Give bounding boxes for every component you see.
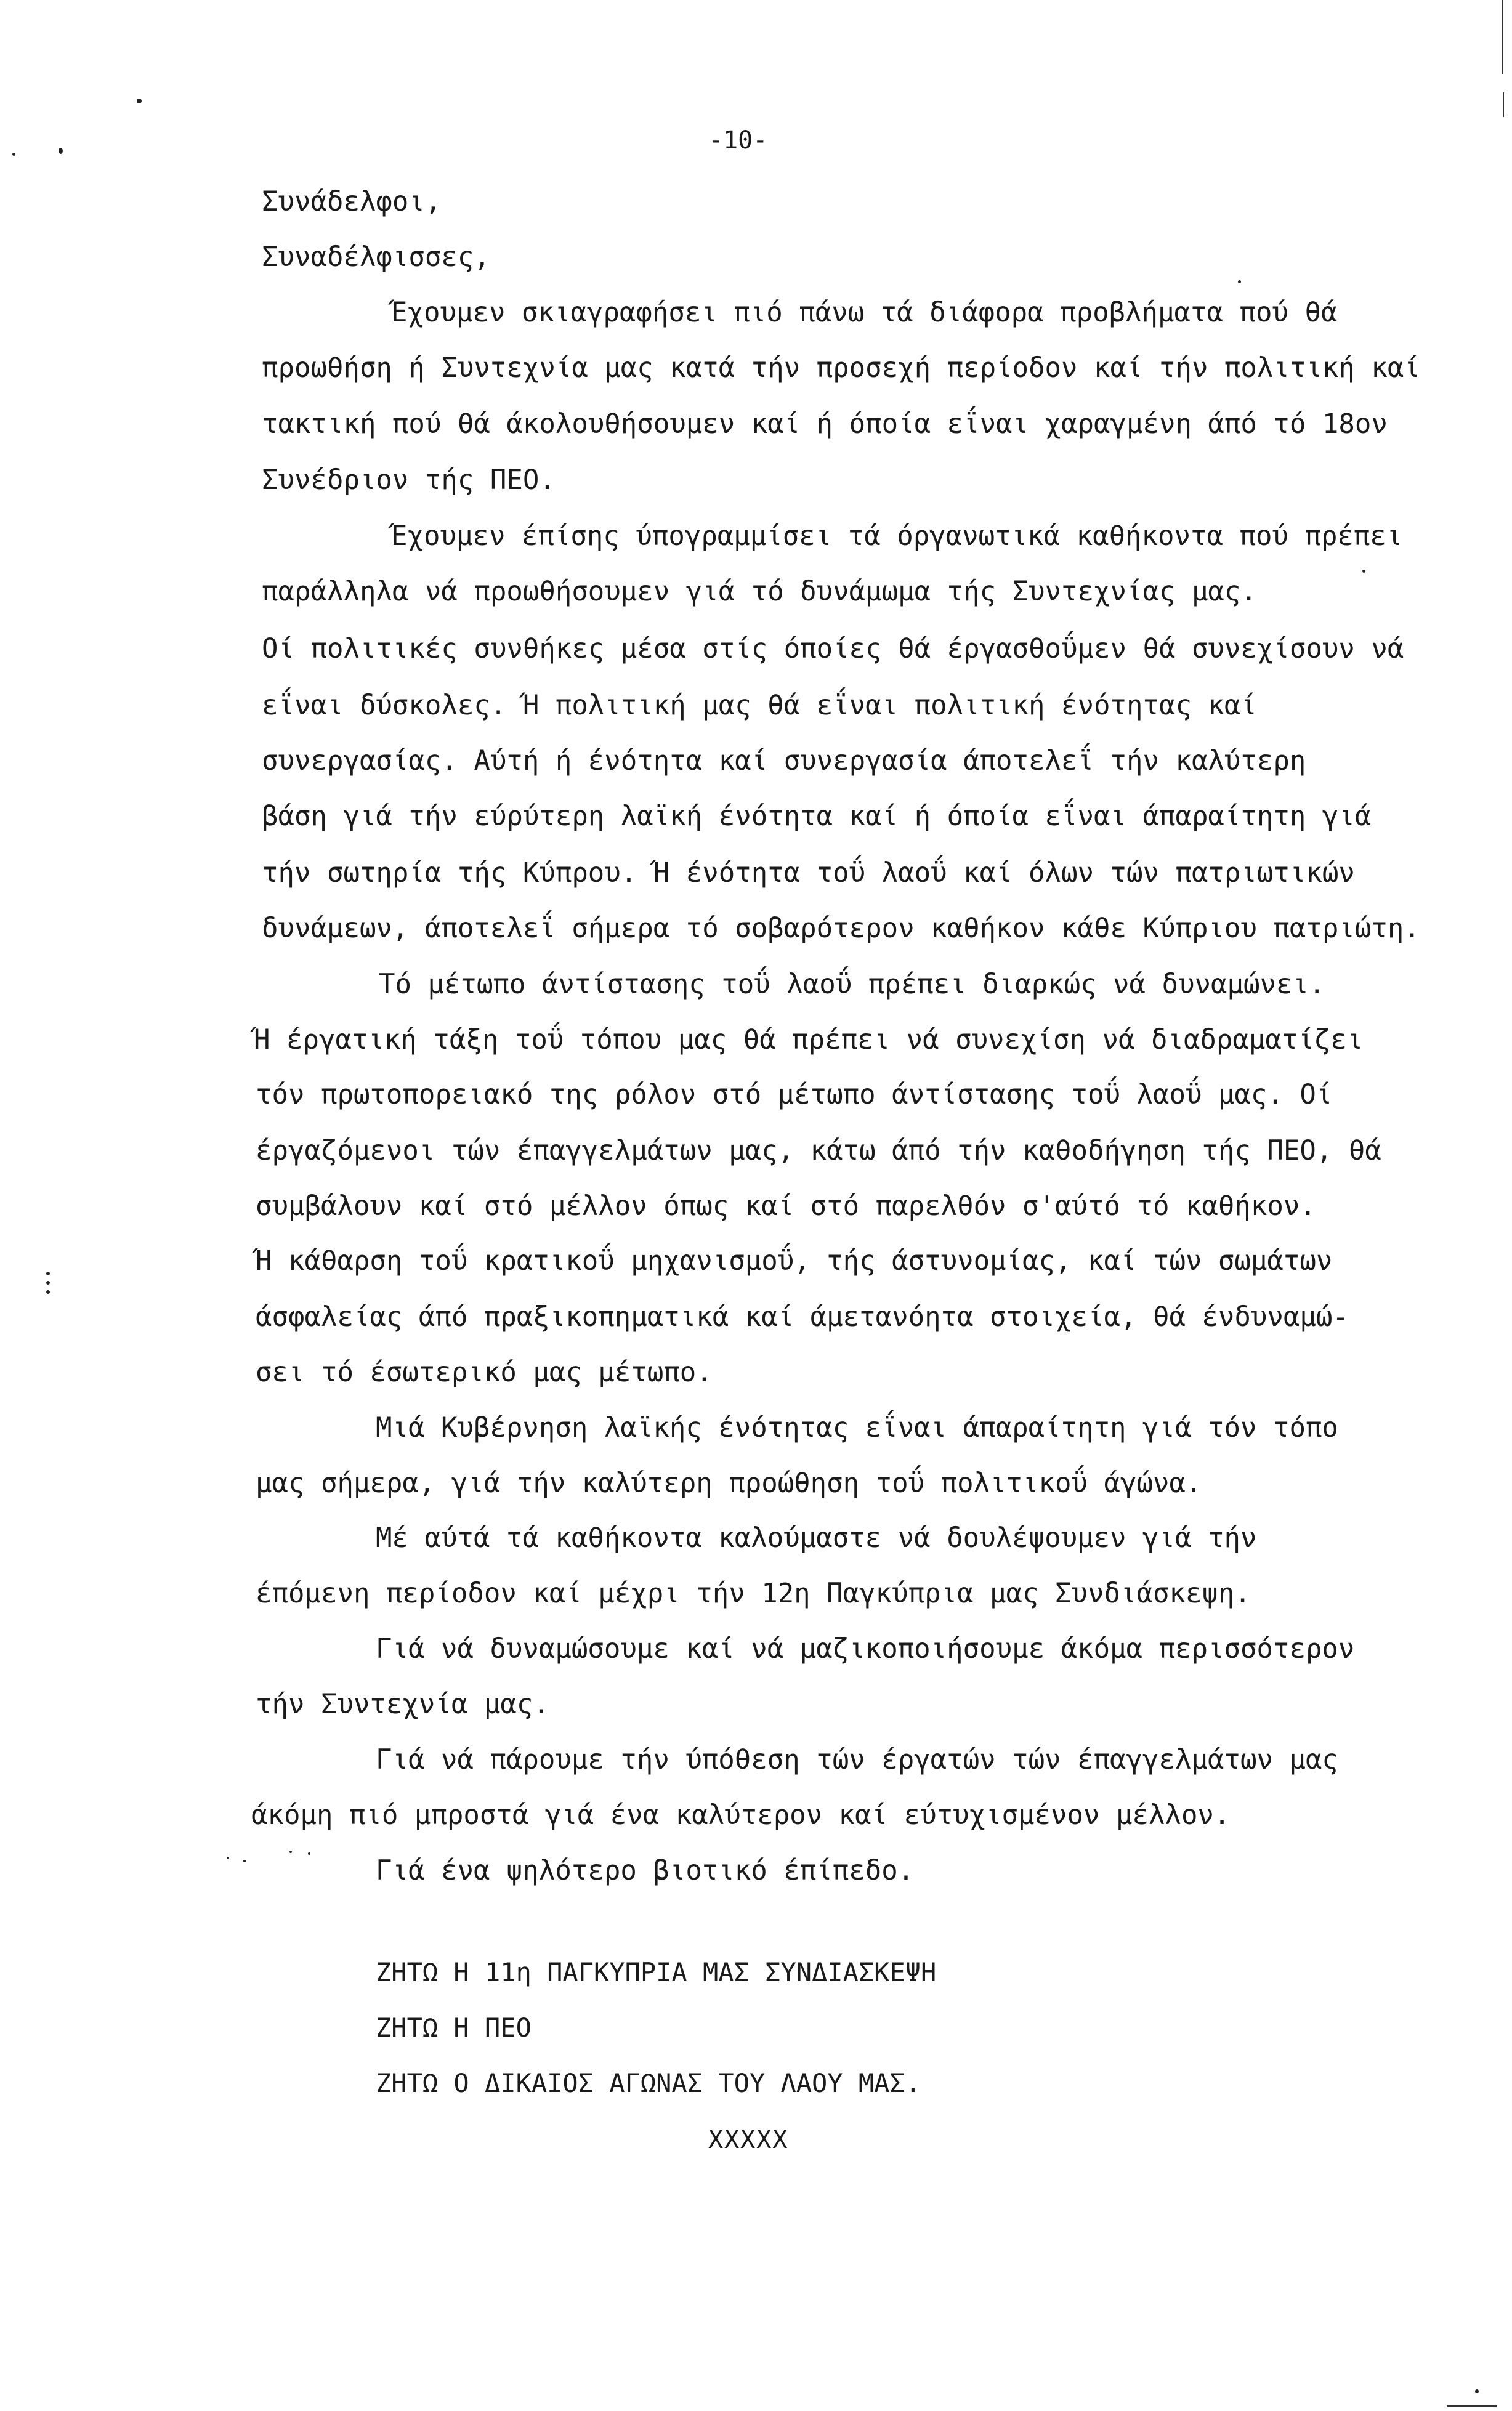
body-line: σει τό έσωτερικό μας μέτωπο. (256, 1357, 713, 1388)
scan-speck (46, 1281, 50, 1285)
scan-edge-mark (1502, 0, 1503, 74)
body-line: Μέ αύτά τά καθήκοντα καλούμαστε νά δουλέψουμεν γιά τήν (376, 1522, 1257, 1554)
body-line: Ή έργατική τάξη τοΰ τόπου μας θά πρέπει νά συνεχίση νά διαδραματίζει (254, 1024, 1364, 1056)
body-line: Συνάδελφοι, (262, 186, 442, 217)
body-line: Τό μέτωπο άντίστασης τοΰ λαοΰ πρέπει διαρκώς νά δυναμώνει. (379, 969, 1325, 1000)
body-line: παράλληλα νά προωθήσουμεν γιά τό δυνάμωμα τής Συντεχνίας μας. (262, 576, 1257, 607)
body-line: μας σήμερα, γιά τήν καλύτερη προώθηση τοΰ πολιτικοΰ άγώνα. (256, 1468, 1202, 1499)
scan-edge-mark (1447, 2405, 1497, 2407)
body-line: προωθήση ή Συντεχνία μας κατά τήν προσεχή περίοδον καί τήν πολιτική καί (262, 352, 1420, 384)
body-line: άσφαλείας άπό πραξικοπηματικά καί άμετανόητα στοιχεία, θά ένδυναμώ- (256, 1301, 1349, 1333)
body-line: εΐναι δύσκολες. Ή πολιτική μας θά εΐναι πολιτική ένότητας καί (262, 690, 1257, 721)
body-line: έργαζόμενοι τών έπαγγελμάτων μας, κάτω άπό τήν καθοδήγηση τής ΠΕΟ, θά (256, 1135, 1381, 1166)
closing-line: ΖΗΤΩ Ο ΔΙΚΑΙΟΣ ΑΓΩΝΑΣ ΤΟΥ ΛΑΟΥ ΜΑΣ. (376, 2068, 921, 2098)
body-line: τήν Συντεχνία μας. (256, 1689, 549, 1720)
body-line: συνεργασίας. Αύτή ή ένότητα καί συνεργασία άποτελεΐ τήν καλύτερη (262, 745, 1306, 777)
body-line: Γιά νά δυναμώσουμε καί νά μαζικοποιήσουμε άκόμα περισσότερον (376, 1633, 1355, 1665)
scan-speck (59, 148, 63, 154)
body-line: Έχουμεν έπίσης ύπογραμμίσει τά όργανωτικά καθήκοντα πού πρέπει (391, 520, 1403, 552)
body-line: Έχουμεν σκιαγραφήσει πιό πάνω τά διάφορα προβλήματα πού θά (391, 297, 1338, 328)
closing-line: ΖΗΤΩ Η 11η ΠΑΓΚΥΠΡΙΑ ΜΑΣ ΣΥΝΔΙΑΣΚΕΨΗ (376, 1957, 937, 1987)
scan-speck (227, 1857, 229, 1859)
body-line: δυνάμεων, άποτελεΐ σήμερα τό σοβαρότερον καθήκον κάθε Κύπριου πατριώτη. (262, 913, 1420, 944)
scan-edge-mark (1503, 92, 1504, 117)
body-line: τόν πρωτοπορειακό της ρόλον στό μέτωπο άντίστασης τοΰ λαοΰ μας. Οί (256, 1079, 1333, 1110)
body-line: Ή κάθαρση τοΰ κρατικοΰ μηχανισμοΰ, τής άστυνομίας, καί τών σωμάτων (256, 1245, 1333, 1277)
closing-line: ΖΗΤΩ Η ΠΕΟ (376, 2013, 532, 2043)
scan-speck (308, 1852, 310, 1855)
body-line: Συνέδριον τής ΠΕΟ. (262, 464, 556, 496)
body-line: τήν σωτηρία τής Κύπρου. Ή ένότητα τοΰ λαοΰ καί όλων τών πατριωτικών (262, 857, 1355, 889)
scan-speck (1475, 2389, 1479, 2393)
body-line: Γιά ένα ψηλότερο βιοτικό έπίπεδο. (376, 1855, 915, 1886)
body-line: Μιά Κυβέρνηση λαϊκής ένότητας εΐναι άπαραίτητη γιά τόν τόπο (376, 1412, 1338, 1444)
body-line: βάση γιά τήν εύρύτερη λαϊκή ένότητα καί ή όποία εΐναι άπαραίτητη γιά (262, 801, 1372, 832)
body-line: Οί πολιτικές συνθήκες μέσα στίς όποίες θά έργασθοΰμεν θά συνεχίσουν νά (262, 633, 1404, 664)
scan-speck (12, 153, 15, 156)
scan-speck (289, 1851, 292, 1853)
scan-speck (1238, 280, 1241, 283)
page-number: -10- (708, 126, 768, 155)
body-line: συμβάλουν καί στό μέλλον όπως καί στό παρελθόν σ'αύτό τό καθήκον. (256, 1190, 1316, 1222)
body-line: τακτική πού θά άκολουθήσουμεν καί ή όποία εΐναι χαραγμένη άπό τό 18ον (262, 408, 1388, 440)
end-mark: XXXXX (708, 2126, 789, 2154)
scan-speck (137, 99, 142, 103)
scan-speck (46, 1290, 50, 1294)
scan-speck (1362, 570, 1365, 573)
scan-speck (243, 1860, 246, 1862)
scan-speck (46, 1272, 50, 1275)
body-line: έπόμενη περίοδον καί μέχρι τήν 12η Παγκύπρια μας Συνδιάσκεψη. (256, 1578, 1251, 1609)
body-line: Γιά νά πάρουμε τήν ύπόθεση τών έργατών τών έπαγγελμάτων μας (376, 1744, 1338, 1775)
body-line: άκόμη πιό μπροστά γιά ένα καλύτερον καί εύτυχισμένον μέλλον. (251, 1799, 1231, 1831)
body-line: Συναδέλφισσες, (262, 241, 490, 273)
